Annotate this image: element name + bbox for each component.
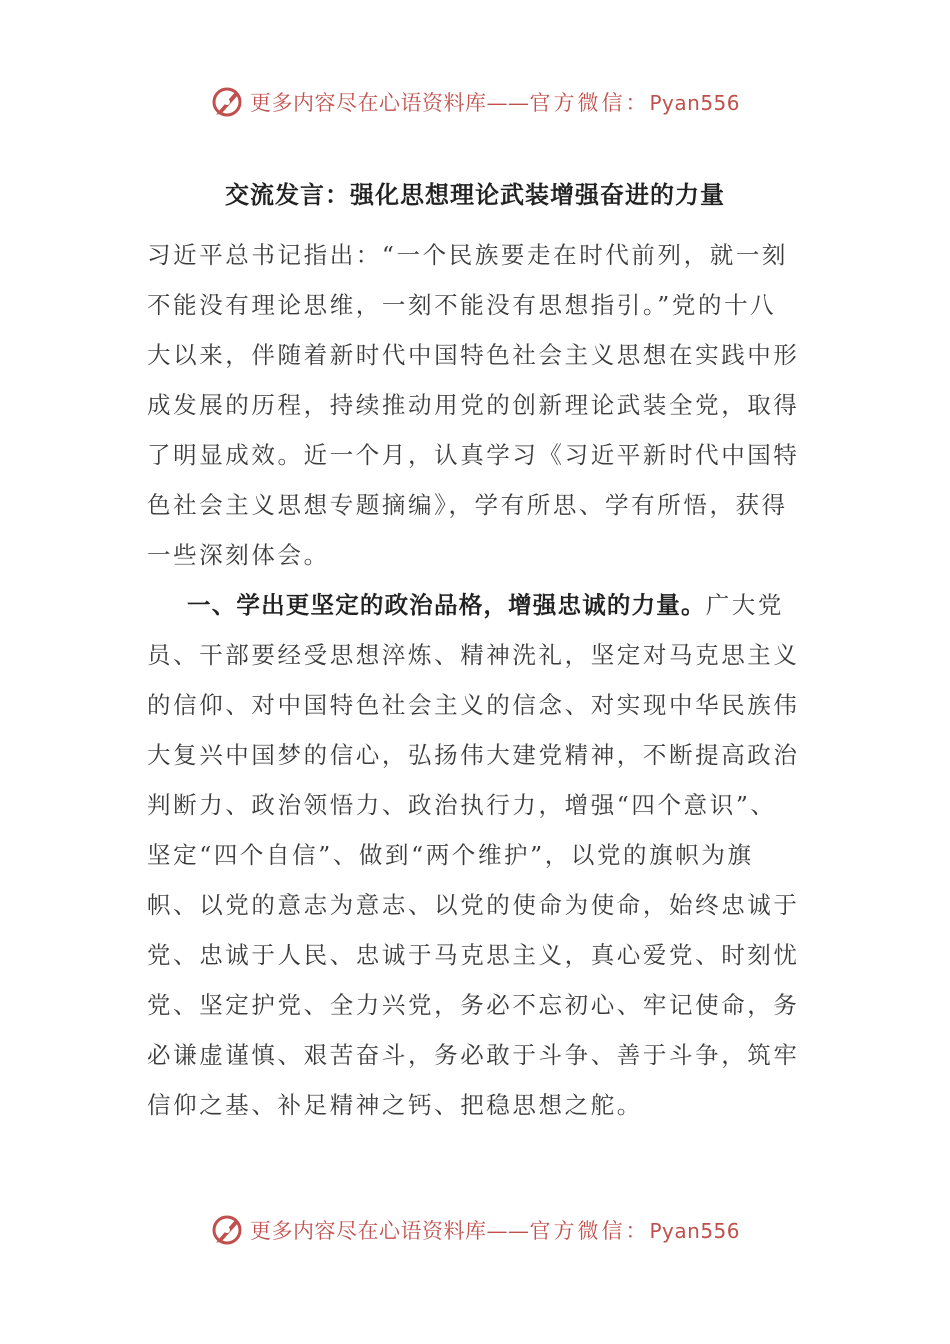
banner-main-text: 更多内容尽在心语资料库 [249, 91, 487, 115]
banner-official-label: 官方微信： [529, 91, 650, 115]
pen-circle-logo-icon [210, 85, 244, 119]
section-heading: 一、学出更坚定的政治品格，增强忠诚的力量。 [187, 591, 706, 619]
banner-main-text: 更多内容尽在心语资料库 [249, 1219, 487, 1243]
text-line: 大复兴中国梦的信心，弘扬伟大建党精神，不断提高政治 [147, 741, 800, 769]
text-line: 必谦虚谨慎、艰苦奋斗，务必敢于斗争、善于斗争，筑牢 [147, 1041, 800, 1069]
banner-dash: —— [486, 91, 530, 115]
document-body [147, 230, 800, 1130]
banner-official-label: 官方微信： [529, 1219, 650, 1243]
banner-text [250, 1215, 740, 1245]
document-title: 交流发言：强化思想理论武装增强奋进的力量 [225, 180, 725, 209]
text-line: 坚定“四个自信”、做到“两个维护”，以党的旗帜为旗 [147, 841, 754, 869]
text-line: 不能没有理论思维，一刻不能没有思想指引。”党的十八 [147, 291, 777, 319]
section-first-tail: 广大党 [705, 591, 785, 619]
pen-circle-logo-icon [210, 1213, 244, 1247]
banner-dash: —— [486, 1219, 530, 1243]
text-line: 帜、以党的意志为意志、以党的使命为使命，始终忠诚于 [147, 891, 800, 919]
text-line: 判断力、政治领悟力、政治执行力，增强“四个意识”、 [147, 791, 777, 819]
text-line: 员、干部要经受思想淬炼、精神洗礼，坚定对马克思主义 [147, 641, 800, 669]
text-line: 党、忠诚于人民、忠诚于马克思主义，真心爱党、时刻忧 [147, 941, 800, 969]
section-heading-line [147, 580, 797, 630]
text-line: 的信仰、对中国特色社会主义的信念、对实现中华民族伟 [147, 691, 800, 719]
text-line: 色社会主义思想专题摘编》，学有所思、学有所悟，获得 [147, 491, 788, 519]
text-line: 党、坚定护党、全力兴党，务必不忘初心、牢记使命，务 [147, 991, 800, 1019]
text-line: 信仰之基、补足精神之钙、把稳思想之舵。 [147, 1091, 643, 1119]
text-line: 大以来，伴随着新时代中国特色社会主义思想在实践中形 [147, 341, 800, 369]
text-line: 习近平总书记指出：“一个民族要走在时代前列，就一刻 [147, 241, 789, 269]
text-line: 一些深刻体会。 [147, 541, 330, 569]
header-banner [0, 82, 950, 122]
text-line: 了明显成效。近一个月，认真学习《习近平新时代中国特 [147, 441, 800, 469]
footer-banner [0, 1210, 950, 1250]
banner-wechat-id: Pyan556 [649, 91, 740, 115]
banner-text [250, 87, 740, 117]
banner-wechat-id: Pyan556 [649, 1219, 740, 1243]
text-line: 成发展的历程，持续推动用党的创新理论武装全党，取得 [147, 391, 800, 419]
